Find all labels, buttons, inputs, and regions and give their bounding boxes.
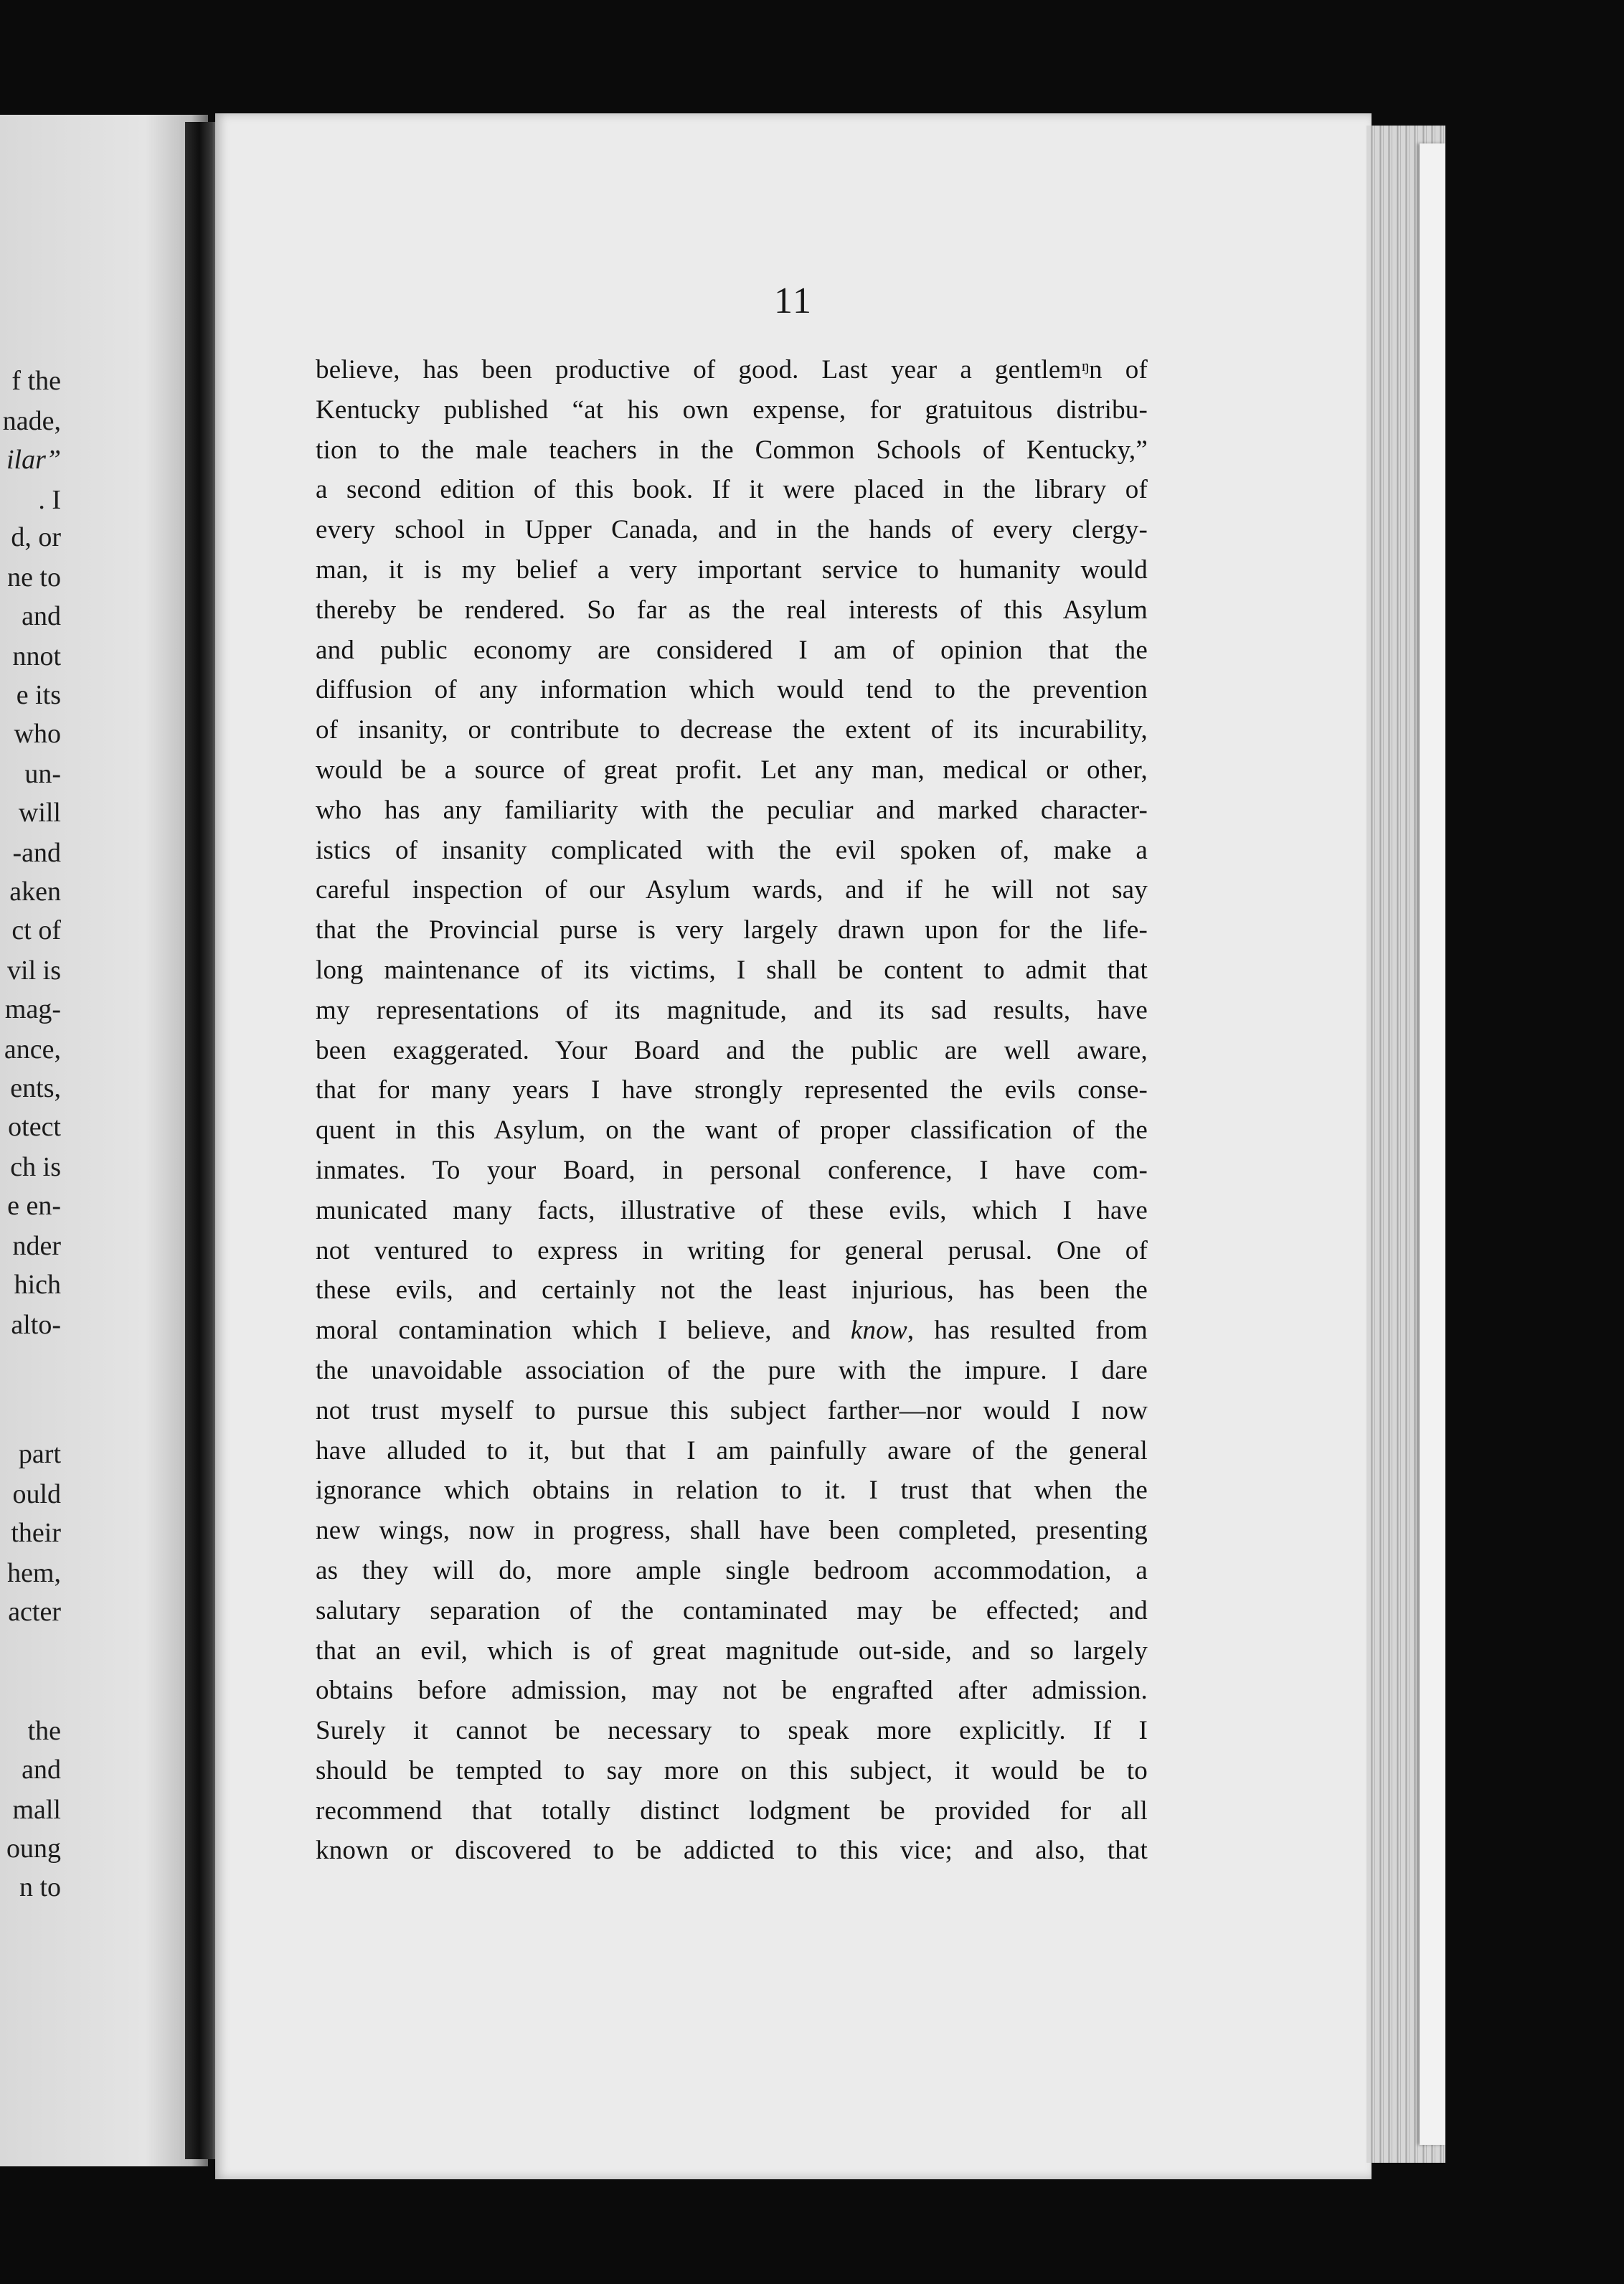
previous-page-text-fragment: alto- [11,1310,61,1340]
text-line: been exaggerated. Your Board and the public are well aware, [316,1035,1148,1065]
previous-page-text-fragment: nder [12,1231,61,1261]
text-line: ignorance which obtains in relation to it. I trust that when the [316,1476,1148,1506]
page-edges [1366,126,1445,2163]
text-line: thereby be rendered. So far as the real interests of this Asylum [316,595,1148,625]
previous-page-text-fragment: mall [12,1795,61,1825]
previous-page-text-fragment: d, or [11,522,61,552]
text-line: would be a source of great profit. Let any man, medical or other, [316,755,1148,785]
text-line: my representations of its magnitude, and its sad results, have [316,995,1148,1025]
previous-page-text-fragment: . I [38,485,61,515]
text-line: a second edition of this book. If it were placed in the library of [316,475,1148,505]
text-line: not trust myself to pursue this subject farther—nor would I now [316,1395,1148,1425]
text-line: long maintenance of its victims, I shall be content to admit that [316,955,1148,985]
previous-page-text-fragment: will [18,798,61,828]
text-line: inmates. To your Board, in personal conference, I have com- [316,1155,1148,1185]
text-line: that the Provincial purse is very largely drawn upon for the life- [316,915,1148,945]
previous-page-text-fragment: ch is [10,1152,61,1182]
previous-page-text-fragment: their [11,1518,61,1548]
text-line: moral contamination which I believe, and know, has resulted from [316,1316,1148,1346]
text-line: new wings, now in progress, shall have been completed, presenting [316,1516,1148,1546]
text-line: believe, has been productive of good. Last year a gentlemᵑn of [316,355,1148,384]
previous-page-text-fragment: mag- [4,994,61,1024]
previous-page-text-fragment: nade, [2,406,61,436]
book-page [215,113,1372,2179]
text-line: every school in Upper Canada, and in the hands of every clergy- [316,515,1148,545]
text-line: the unavoidable association of the pure with the impure. I dare [316,1355,1148,1385]
previous-page-text-fragment: ents, [10,1073,61,1103]
previous-page-text-fragment: ct of [11,915,61,945]
text-line: of insanity, or contribute to decrease the extent of its incurability, [316,715,1148,745]
text-line: that an evil, which is of great magnitude out-side, and so largely [316,1636,1148,1666]
previous-page-text-fragment: hem, [7,1558,61,1588]
text-line: as they will do, more ample single bedroom accommodation, a [316,1555,1148,1585]
previous-page-text-fragment: nnot [12,641,61,671]
previous-page-text-fragment: n to [19,1872,61,1902]
previous-page-fragment [0,115,208,2166]
text-line: tion to the male teachers in the Common Schools of Kentucky,” [316,435,1148,465]
text-line: Kentucky published “at his own expense, for gratuitous distribu- [316,395,1148,425]
italic-word: know [850,1316,907,1346]
previous-page-text-fragment: who [14,719,61,749]
text-line: not ventured to express in writing for general perusal. One of [316,1235,1148,1265]
page-number: 11 [773,280,813,321]
text-line: careful inspection of our Asylum wards, and if he will not say [316,875,1148,905]
previous-page-text-fragment: aken [9,877,61,907]
text-line: quent in this Asylum, on the want of proper classification of the [316,1115,1148,1146]
previous-page-text-fragment: the [27,1716,61,1746]
previous-page-text-fragment: otect [8,1112,61,1142]
previous-page-text-fragment: and [22,1755,61,1785]
previous-page-text-fragment: ance, [4,1034,61,1065]
text-line: man, it is my belief a very important service to humanity would [316,555,1148,585]
previous-page-text-fragment: vil is [7,955,61,986]
previous-page-text-fragment: ould [12,1479,61,1509]
previous-page-text-fragment: -and [12,838,61,868]
back-cover-edge [1420,143,1445,2145]
text-line: who has any familiarity with the peculiar and marked character- [316,795,1148,825]
text-line: municated many facts, illustrative of these evils, which I have [316,1195,1148,1225]
previous-page-text-fragment: acter [8,1597,61,1627]
text-line: Surely it cannot be necessary to speak more explicitly. If I [316,1716,1148,1746]
previous-page-text-fragment: f the [11,366,61,396]
previous-page-text-fragment: un- [24,759,61,789]
previous-page-text-fragment: hich [14,1270,61,1300]
text-line: should be tempted to say more on this subject, it would be to [316,1755,1148,1785]
previous-page-text-fragment: e en- [7,1191,61,1221]
text-line: that for many years I have strongly represented the evils conse- [316,1075,1148,1105]
text-line: diffusion of any information which would tend to the prevention [316,675,1148,705]
previous-page-text-fragment: part [18,1439,61,1469]
previous-page-text-fragment: ilar” [6,445,61,475]
text-line: obtains before admission, may not be engrafted after admission. [316,1676,1148,1706]
previous-page-text-fragment: and [22,601,61,631]
body-text [316,350,1148,1871]
text-line: have alluded to it, but that I am painfully aware of the general [316,1435,1148,1466]
previous-page-text-fragment: ne to [7,562,61,593]
previous-page-text-fragment: e its [16,680,61,710]
text-line: these evils, and certainly not the least injurious, has been the [316,1275,1148,1306]
text-line: known or discovered to be addicted to this vice; and also, that [316,1836,1148,1866]
text-line: and public economy are considered I am of opinion that the [316,635,1148,665]
previous-page-text-fragment: oung [6,1834,61,1864]
text-line: salutary separation of the contaminated may be effected; and [316,1595,1148,1625]
text-line: recommend that totally distinct lodgment be provided for all [316,1795,1148,1826]
text-line: istics of insanity complicated with the evil spoken of, make a [316,835,1148,865]
